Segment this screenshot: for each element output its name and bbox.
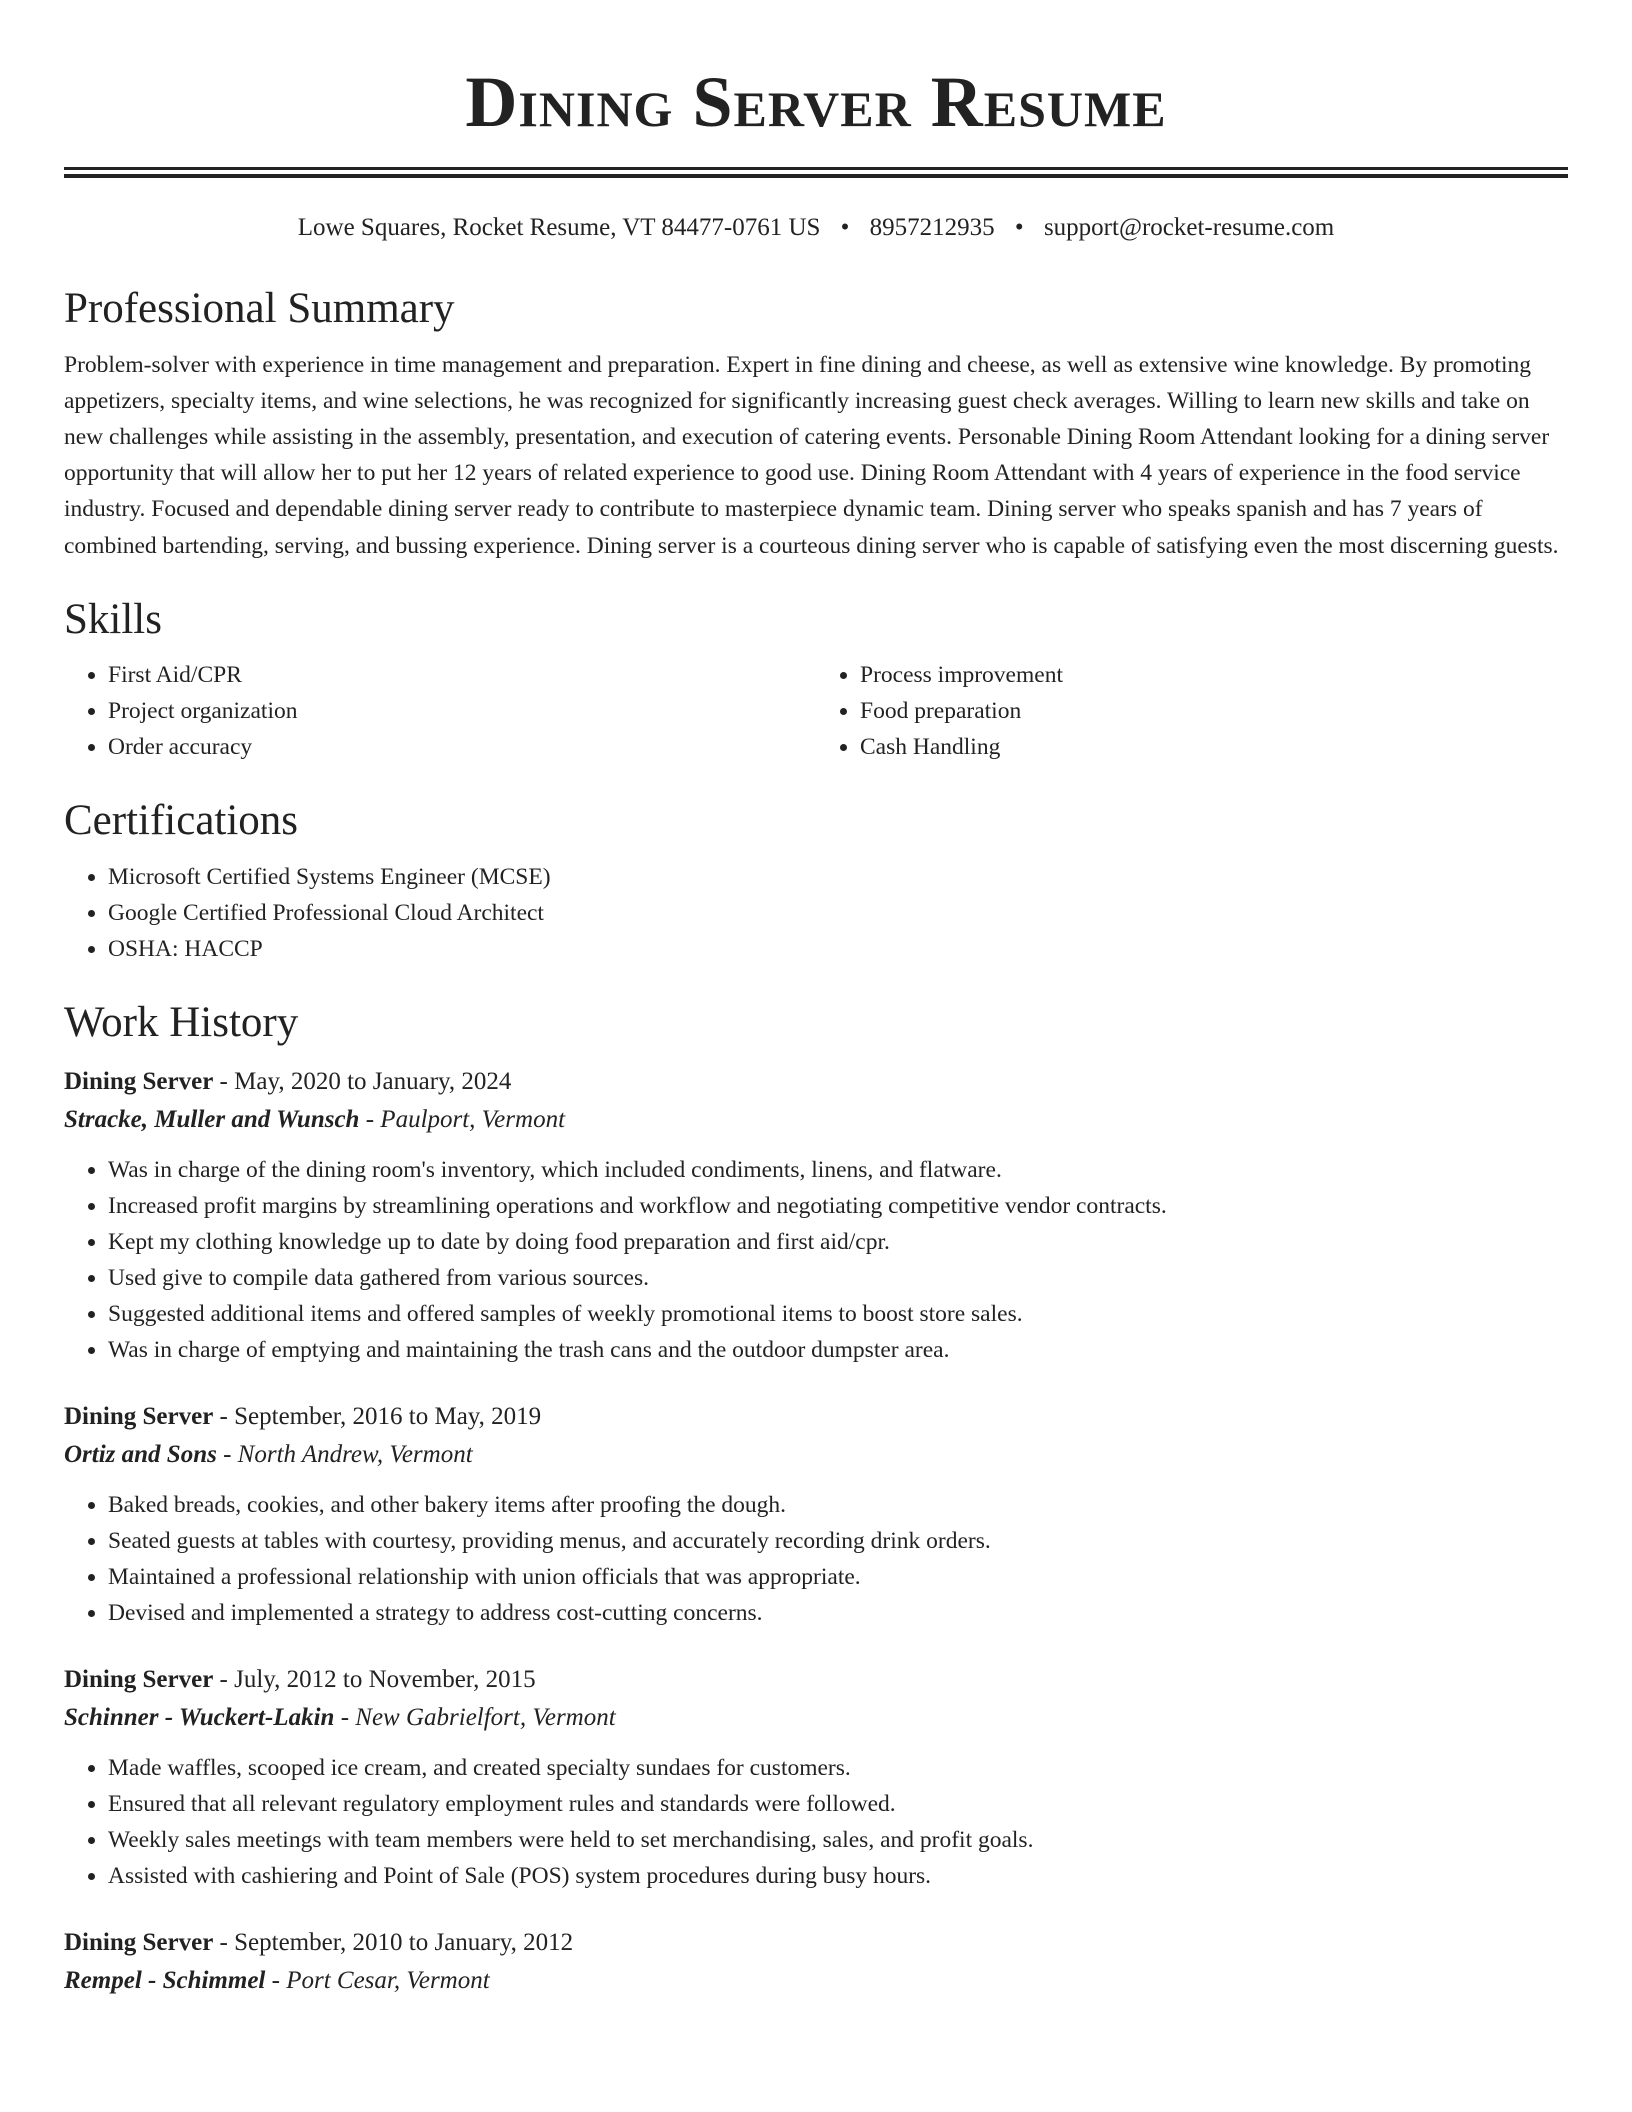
- skill-item: • First Aid/CPR: [108, 657, 816, 693]
- job-bullets: [64, 1152, 1568, 1368]
- job-bullets: [64, 1750, 1568, 1894]
- page-title: Dining Server Resume: [465, 62, 1167, 142]
- job-company-line: [64, 1436, 1568, 1474]
- job-bullet: • Ensured that all relevant regulatory employment rules and standards were followed.: [108, 1786, 1568, 1822]
- job-dates: - May, 2020 to January, 2024: [213, 1067, 512, 1095]
- job-header: [64, 1661, 1568, 1699]
- job-dates: - September, 2016 to May, 2019: [213, 1402, 542, 1430]
- skills-columns: [64, 657, 1568, 765]
- certifications-list: [64, 859, 1568, 967]
- title-double-rule: [64, 167, 1568, 178]
- job-company-line: [64, 1699, 1568, 1737]
- job-bullet: • Assisted with cashiering and Point of Sale (POS) system procedures during busy hours.: [108, 1858, 1568, 1894]
- skill-item: • Food preparation: [860, 693, 1568, 729]
- summary-heading: Professional Summary: [64, 285, 455, 332]
- skills-heading: Skills: [64, 595, 162, 643]
- job-company: Ortiz and Sons: [64, 1440, 217, 1468]
- job-company: Stracke, Muller and Wunsch: [64, 1105, 360, 1133]
- job-company: Schinner - Wuckert-Lakin: [64, 1703, 335, 1731]
- job-dates: - July, 2012 to November, 2015: [213, 1665, 536, 1693]
- job-bullet: • Baked breads, cookies, and other bakery items after proofing the dough.: [108, 1487, 1568, 1523]
- summary-text: Problem-solver with experience in time management and preparation. Expert in fine dining and cheese, as well as extensive wine knowledge. By promoting appetizers, specialty items, and wine selections, he was recognized for significantly increasing guest check averages. Willing to learn new skills and take on new challenges while assisting in the assembly, presentation, and execution of catering events. Personable Dining Room Attendant looking for a dining server opportunity that will allow her to put her 12 years of related experience to good use. Dining Room Attendant with 4 years of experience in the food service industry. Focused and dependable dining server ready to contribute to masterpiece dynamic team. Dining server who speaks spanish and has 7 years of combined bartending, serving, and bussing experience. Dining server is a courteous dining server who is capable of satisfying even the most discerning guests.: [64, 351, 1559, 559]
- job-entry: [64, 1661, 1568, 1894]
- job-bullet: • Devised and implemented a strategy to address cost-cutting concerns.: [108, 1595, 1568, 1631]
- job-bullet: • Made waffles, scooped ice cream, and created specialty sundaes for customers.: [108, 1750, 1568, 1786]
- skill-item: • Project organization: [108, 693, 816, 729]
- job-role: Dining Server: [64, 1928, 214, 1956]
- job-company: Rempel - Schimmel: [64, 1966, 266, 1994]
- skill-item: • Order accuracy: [108, 729, 816, 765]
- job-header: [64, 1924, 1568, 1962]
- skill-item: • Cash Handling: [860, 729, 1568, 765]
- job-entry: [64, 1063, 1568, 1368]
- job-entry: [64, 1924, 1568, 2000]
- job-bullet: • Seated guests at tables with courtesy, providing menus, and accurately recording drink orders.: [108, 1523, 1568, 1559]
- job-bullet: • Was in charge of emptying and maintaining the trash cans and the outdoor dumpster area.: [108, 1332, 1568, 1368]
- contact-separator: •: [840, 214, 850, 241]
- job-company-line: [64, 1962, 1568, 2000]
- contact-line: [64, 213, 1568, 243]
- job-bullet: • Was in charge of the dining room's inventory, which included condiments, linens, and flatware.: [108, 1152, 1568, 1188]
- work-history-heading: Work History: [64, 999, 299, 1046]
- job-header: [64, 1398, 1568, 1436]
- job-bullet: • Suggested additional items and offered samples of weekly promotional items to boost store sales.: [108, 1296, 1568, 1332]
- certification-item: • Google Certified Professional Cloud Architect: [108, 895, 1568, 931]
- job-bullets: [64, 1487, 1568, 1631]
- job-role: Dining Server: [64, 1067, 214, 1095]
- job-entry: [64, 1398, 1568, 1631]
- job-bullet: • Maintained a professional relationship with union officials that was appropriate.: [108, 1559, 1568, 1595]
- job-location: - Paulport, Vermont: [359, 1105, 566, 1133]
- skill-item: • Process improvement: [860, 657, 1568, 693]
- job-dates: - September, 2010 to January, 2012: [213, 1928, 574, 1956]
- job-location: - New Gabrielfort, Vermont: [334, 1703, 616, 1731]
- contact-separator: •: [1014, 214, 1024, 241]
- certification-item: • Microsoft Certified Systems Engineer (MCSE): [108, 859, 1568, 895]
- job-bullet: • Weekly sales meetings with team members were held to set merchandising, sales, and profit goals.: [108, 1822, 1568, 1858]
- contact-phone: 8957212935: [869, 214, 995, 241]
- job-location: - North Andrew, Vermont: [216, 1440, 473, 1468]
- job-role: Dining Server: [64, 1402, 214, 1430]
- certifications-heading: Certifications: [64, 797, 299, 845]
- skills-list-left: [64, 657, 816, 765]
- contact-email: support@rocket-resume.com: [1043, 214, 1335, 241]
- skills-list-right: [816, 657, 1568, 765]
- job-header: [64, 1063, 1568, 1101]
- contact-address: Lowe Squares, Rocket Resume, VT 84477-0761 US: [297, 214, 821, 241]
- job-bullet: • Increased profit margins by streamlining operations and workflow and negotiating competitive vendor contracts.: [108, 1188, 1568, 1224]
- job-role: Dining Server: [64, 1665, 214, 1693]
- job-bullet: • Used give to compile data gathered from various sources.: [108, 1260, 1568, 1296]
- job-company-line: [64, 1101, 1568, 1139]
- job-bullet: • Kept my clothing knowledge up to date by doing food preparation and first aid/cpr.: [108, 1224, 1568, 1260]
- certification-item: • OSHA: HACCP: [108, 931, 1568, 967]
- job-location: - Port Cesar, Vermont: [265, 1966, 490, 1994]
